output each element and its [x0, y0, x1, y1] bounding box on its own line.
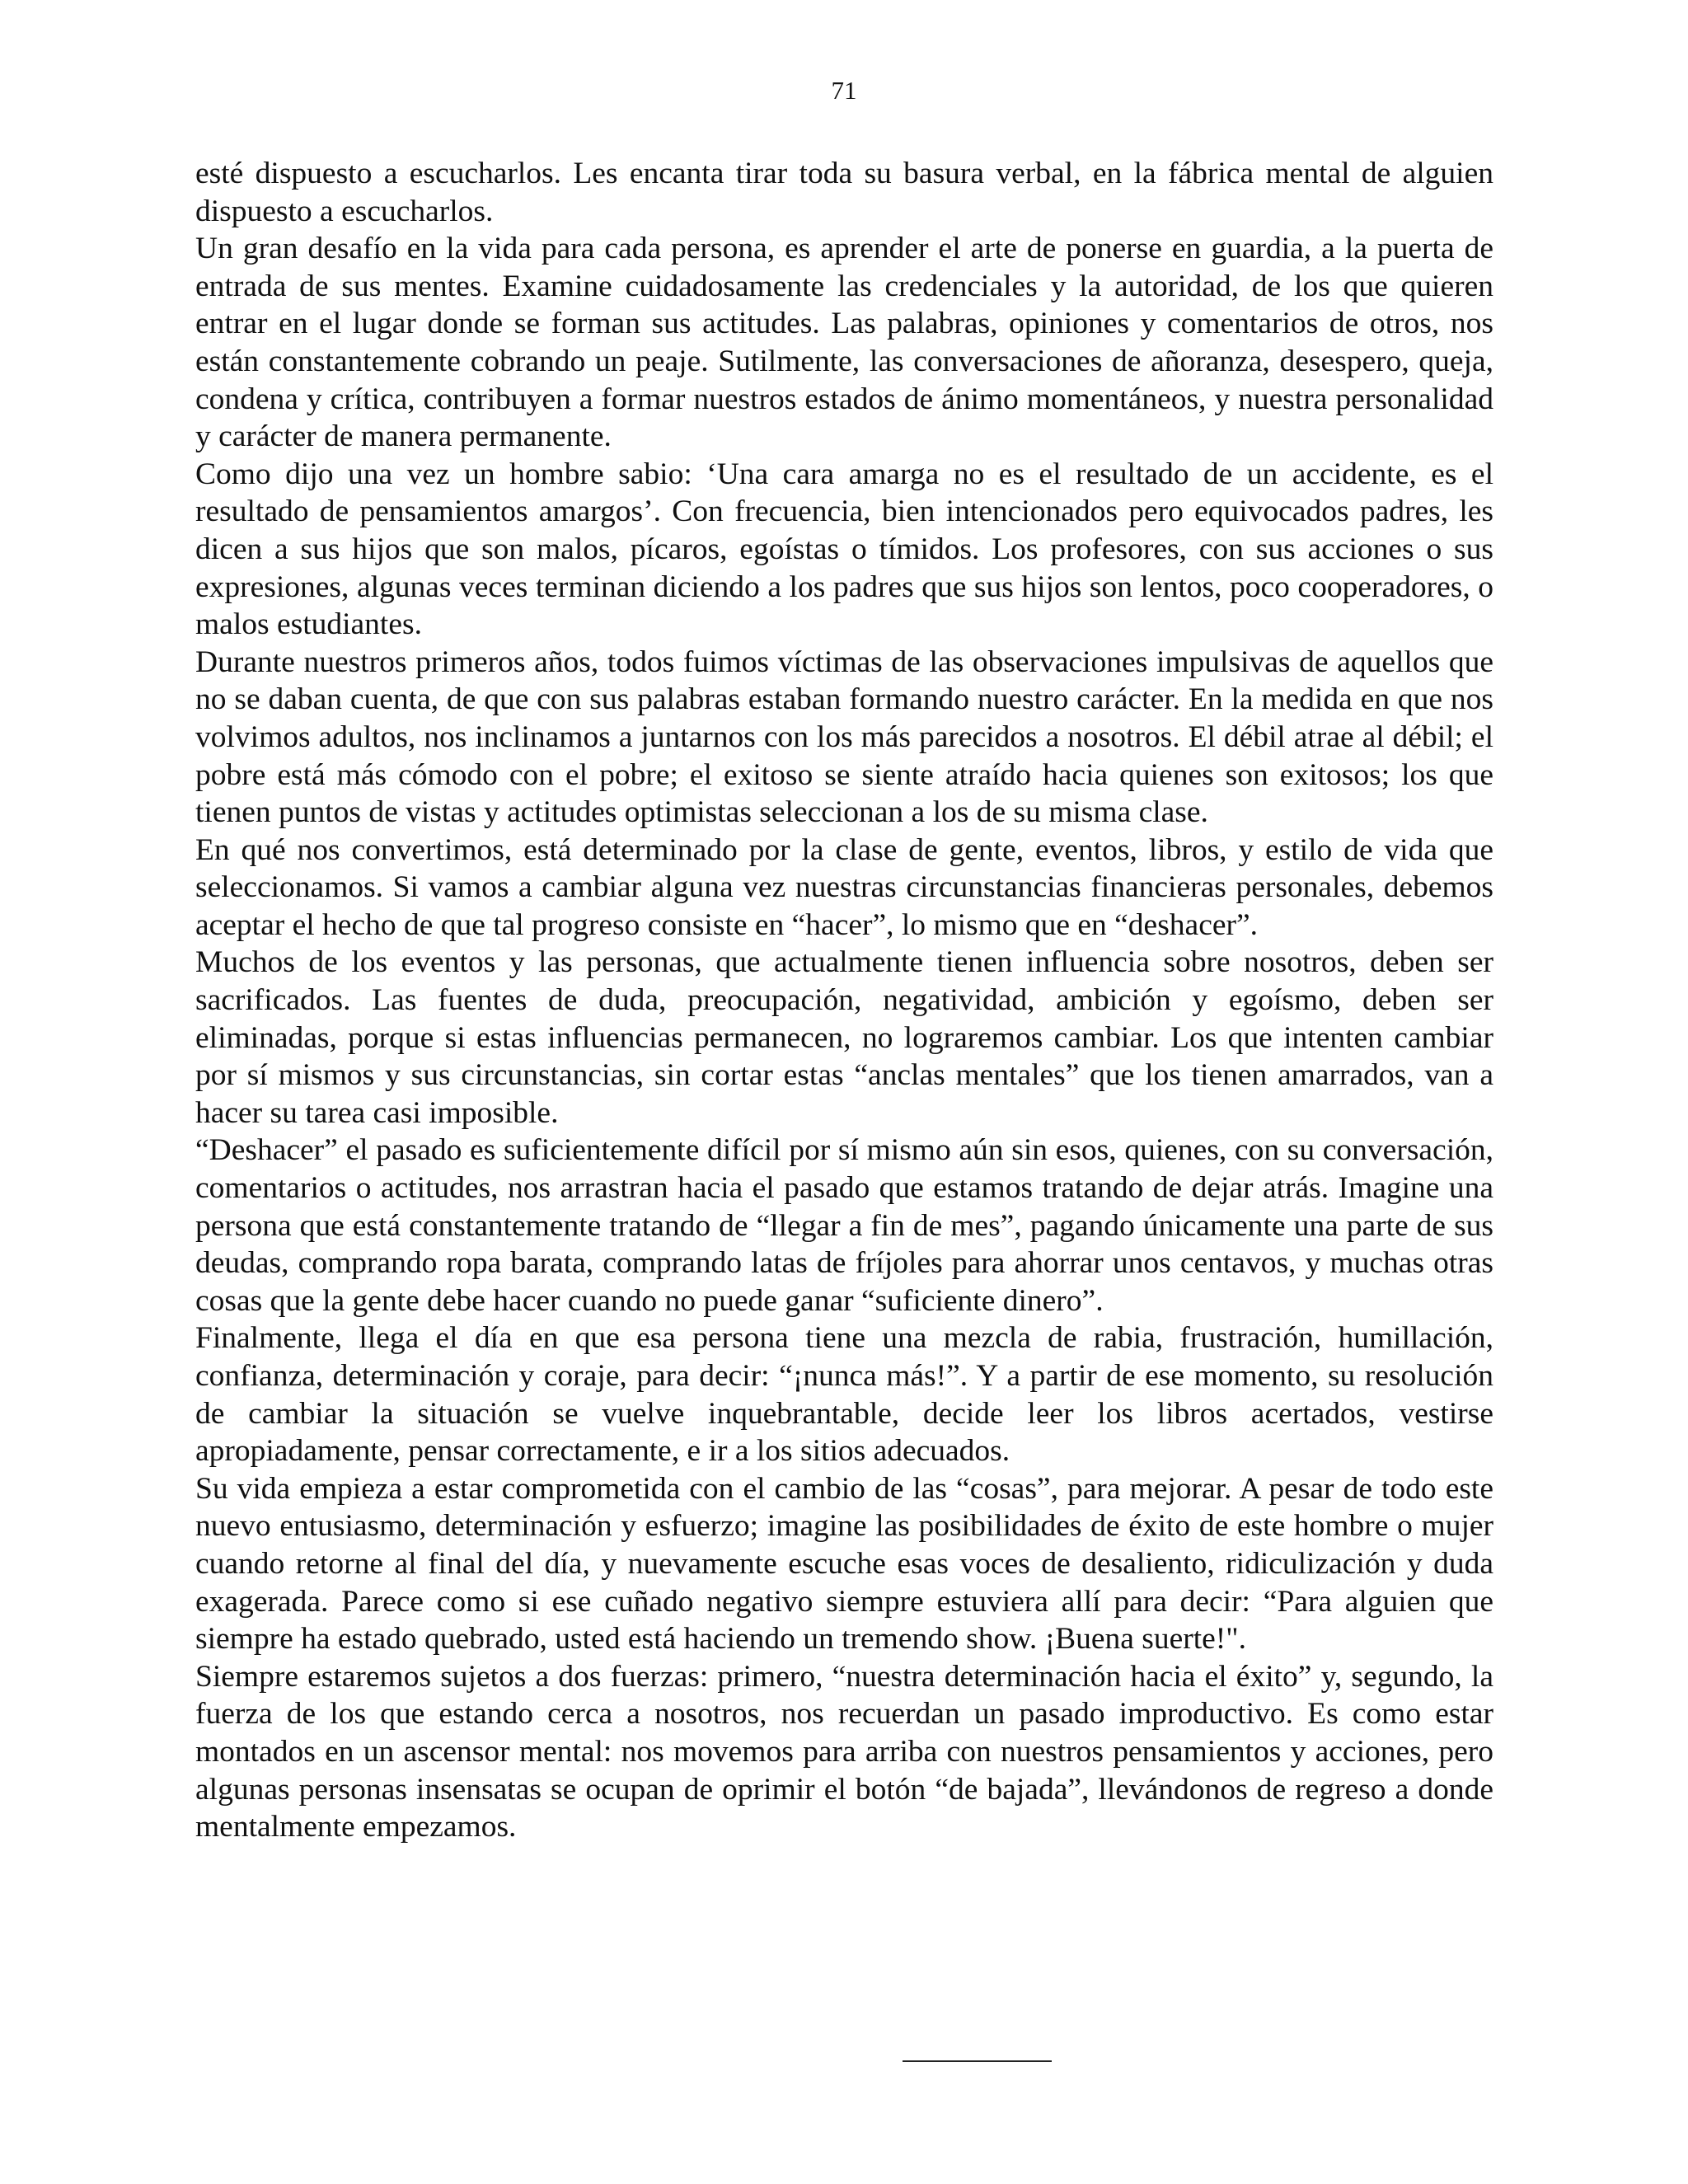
paragraph: Siempre estaremos sujetos a dos fuerzas: primero, “nuestra determinación hacia el éxito” y, segundo, la fuerza de los que estando cerca a nosotros, nos recuerdan un pasado improductivo. Es como estar montados en un ascensor mental: nos movemos para arriba con nuestros pensamientos y acciones, pero algunas personas insensatas se ocupan de oprimir el botón “de bajada”, llevándonos de regreso a donde mentalmente empezamos.	[195, 1659, 1493, 1844]
body-text	[195, 155, 1493, 1846]
paragraph: Finalmente, llega el día en que esa persona tiene una mezcla de rabia, frustración, humillación, confianza, determinación y coraje, para decir: “¡nunca más!”. Y a partir de ese momento, su resolución de cambiar la situación se vuelve inquebrantable, decide leer los libros acertados, vestirse apropiadamente, pensar correctamente, e ir a los sitios adecuados.	[195, 1321, 1493, 1469]
paragraph: esté dispuesto a escucharlos. Les encanta tirar toda su basura verbal, en la fábrica mental de alguien dispuesto a escucharlos.	[195, 157, 1493, 228]
page-number: 71	[831, 76, 857, 105]
paragraph: Como dijo una vez un hombre sabio: ‘Una cara amarga no es el resultado de un accidente, es el resultado de pensamientos amargos’. Con frecuencia, bien intencionados pero equivocados padres, les dicen a sus hijos que son malos, pícaros, egoístas o tímidos. Los profesores, con sus acciones o sus expresiones, algunas veces terminan diciendo a los padres que sus hijos son lentos, poco cooperadores, o malos estudiantes.	[195, 457, 1493, 642]
paragraph: En qué nos convertimos, está determinado por la clase de gente, eventos, libros, y estilo de vida que seleccionamos. Si vamos a cambiar alguna vez nuestras circunstancias financieras personales, debemos aceptar el hecho de que tal progreso consiste en “hacer”, lo mismo que en “deshacer”.	[195, 832, 1493, 942]
paragraph: Su vida empieza a estar comprometida con el cambio de las “cosas”, para mejorar. A pesar de todo este nuevo entusiasmo, determinación y esfuerzo; imagine las posibilidades de éxito de este hombre o mujer cuando retorne al final del día, y nuevamente escuche esas voces de desaliento, ridiculización y duda exagerada. Parece como si ese cuñado negativo siempre estuviera allí para decir: “Para alguien que siempre ha estado quebrado, usted está haciendo un tremendo show. ¡Buena suerte!".	[195, 1471, 1493, 1657]
paragraph: Un gran desafío en la vida para cada persona, es aprender el arte de ponerse en guardia, a la puerta de entrada de sus mentes. Examine cuidadosamente las credenciales y la autoridad, de los que quieren entrar en el lugar donde se forman sus actitudes. Las palabras, opiniones y comentarios de otros, nos están constantemente cobrando un peaje. Sutilmente, las conversaciones de añoranza, desespero, queja, condena y crítica, contribuyen a formar nuestros estados de ánimo momentáneos, y nuestra personalidad y carácter de manera permanente.	[195, 232, 1493, 454]
paragraph: Muchos de los eventos y las personas, que actualmente tienen influencia sobre nosotros, deben ser sacrificados. Las fuentes de duda, preocupación, negatividad, ambición y egoísmo, deben ser eliminadas, porque si estas influencias permanecen, no lograremos cambiar. Los que intenten cambiar por sí mismos y sus circunstancias, sin cortar estas “anclas mentales” que los tienen amarrados, van a hacer su tarea casi imposible.	[195, 945, 1493, 1130]
paragraph: “Deshacer” el pasado es suficientemente difícil por sí mismo aún sin esos, quienes, con su conversación, comentarios o actitudes, nos arrastran hacia el pasado que estamos tratando de dejar atrás. Imagine una persona que está constantemente tratando de “llegar a fin de mes”, pagando únicamente una parte de sus deudas, comprando ropa barata, comprando latas de fríjoles para ahorrar unos centavos, y muchas otras cosas que la gente debe hacer cuando no puede ganar “suficiente dinero”.	[195, 1133, 1493, 1318]
section-divider	[903, 2060, 1052, 2062]
paragraph: Durante nuestros primeros años, todos fuimos víctimas de las observaciones impulsivas de aquellos que no se daban cuenta, de que con sus palabras estaban formando nuestro carácter. En la medida en que nos volvimos adultos, nos inclinamos a juntarnos con los más parecidos a nosotros. El débil atrae al débil; el pobre está más cómodo con el pobre; el exitoso se siente atraído hacia quienes son exitosos; los que tienen puntos de vistas y actitudes optimistas seleccionan a los de su misma clase.	[195, 644, 1493, 830]
